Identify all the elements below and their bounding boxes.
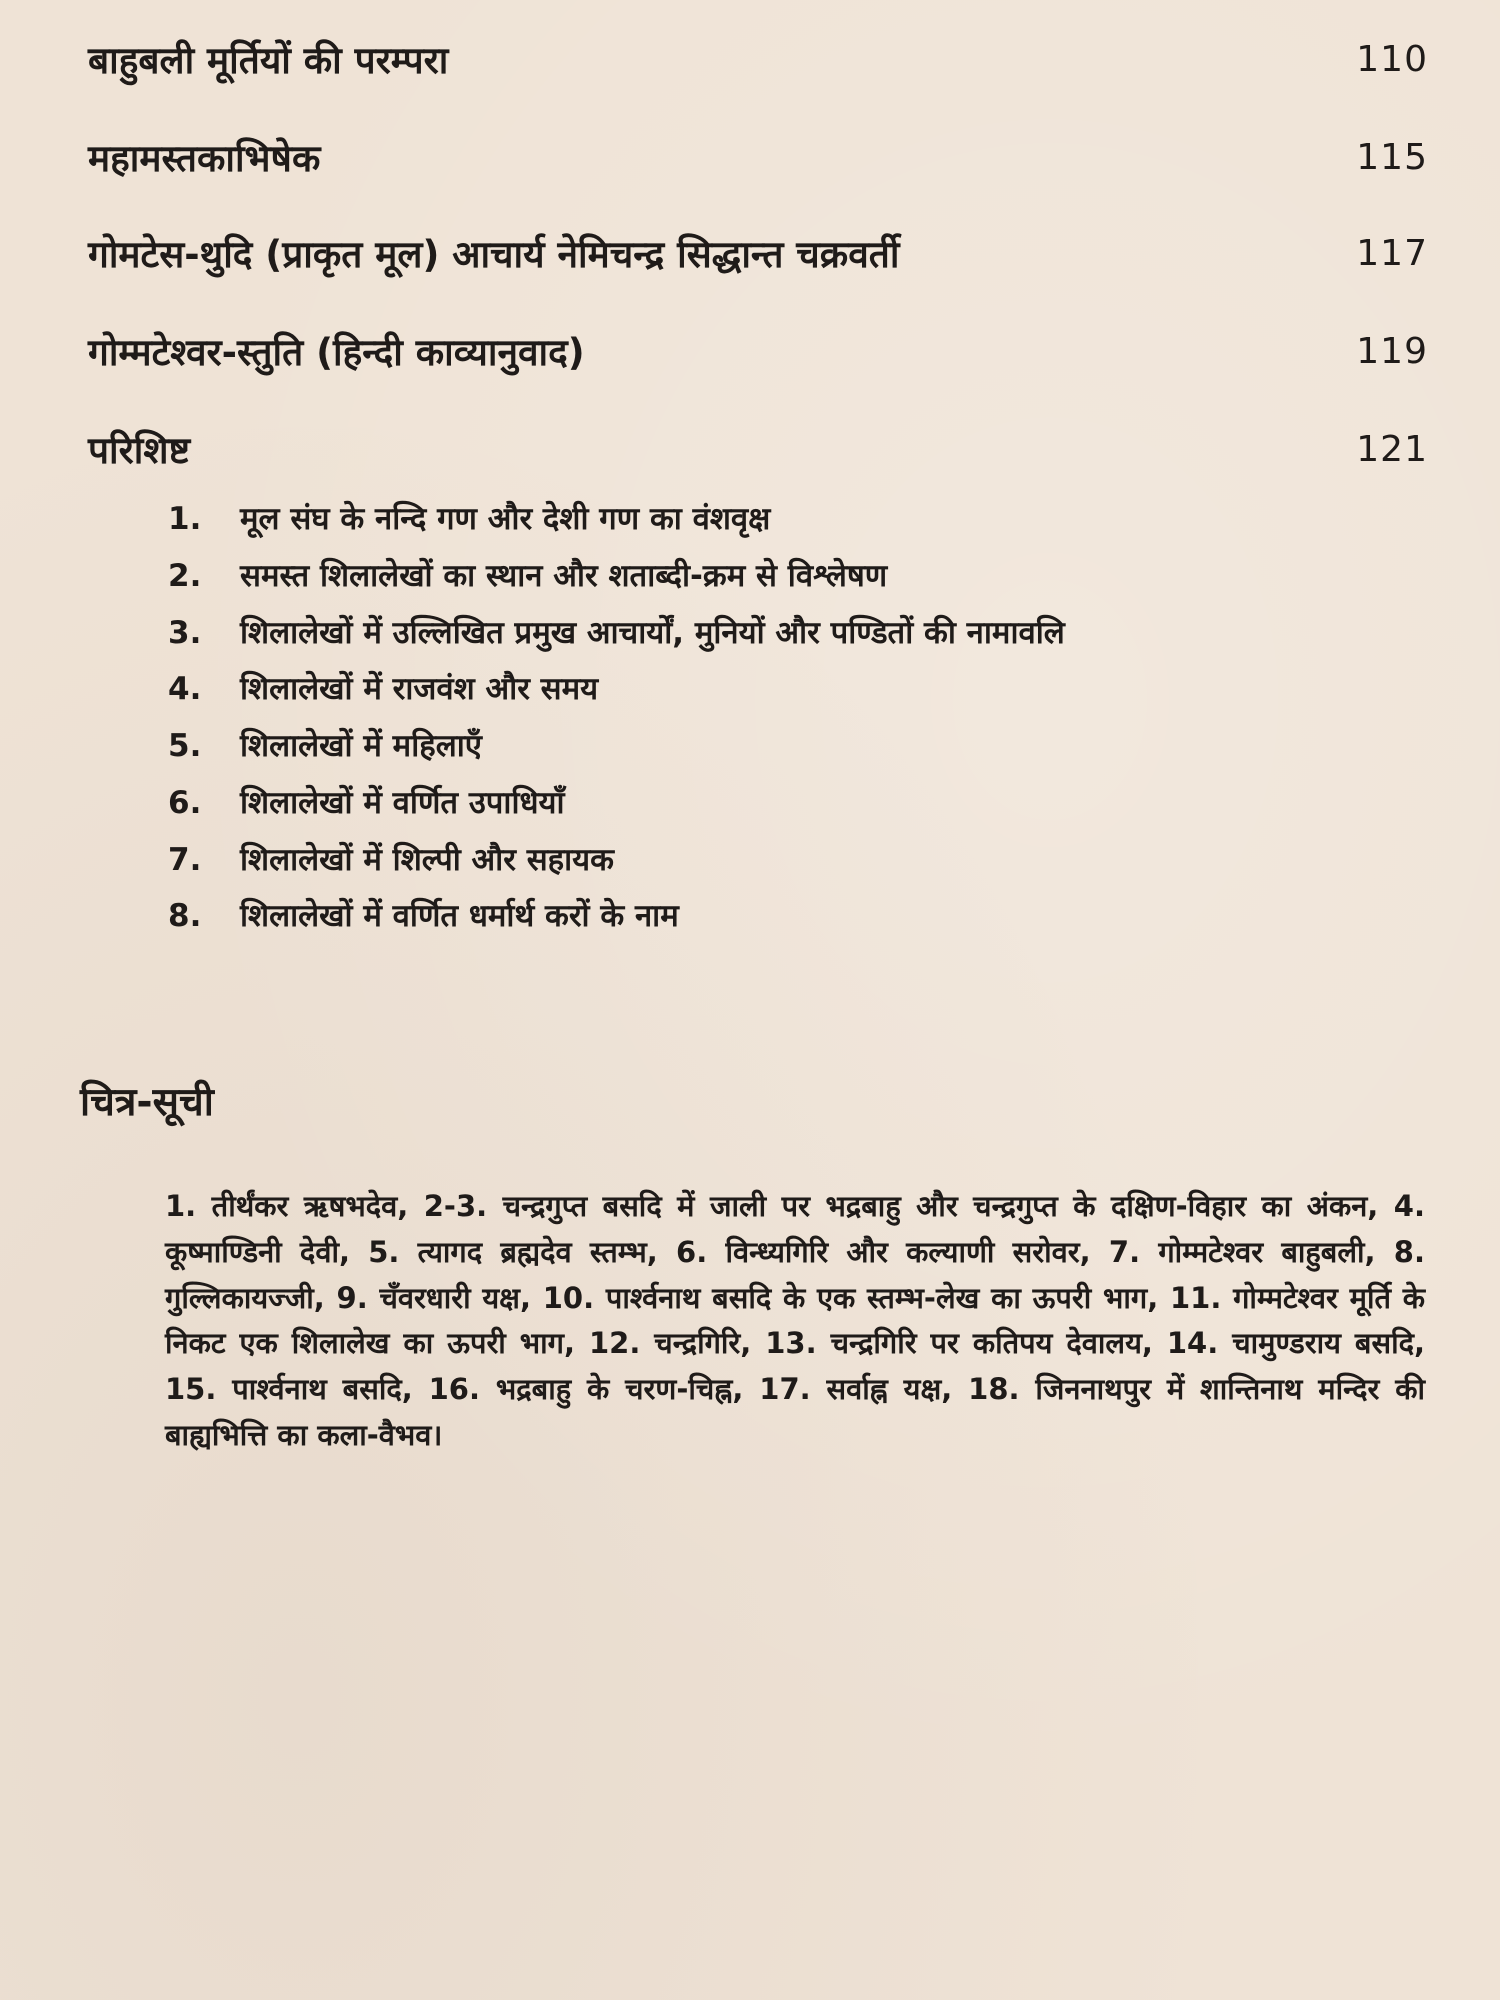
appendix-list — [168, 498, 1368, 952]
toc-entry-page-number: 121 — [1356, 429, 1428, 470]
appendix-item-number: 5. — [168, 728, 202, 765]
appendix-item-text: शिलालेखों में महिलाएँ — [240, 728, 482, 765]
toc-entry-title: बाहुबली मूर्तियों की परम्परा — [88, 38, 449, 82]
picture-list-heading: चित्र-सूची — [80, 1080, 214, 1125]
appendix-item-text: मूल संघ के नन्दि गण और देशी गण का वंशवृक्ष — [240, 501, 771, 537]
appendix-item-text: शिलालेखों में वर्णित धर्मार्थ करों के नाम — [240, 898, 679, 935]
appendix-item-number: 2. — [168, 557, 202, 594]
appendix-item — [168, 725, 1368, 768]
appendix-item — [168, 895, 1368, 938]
toc-entry-gommateshwar-stuti — [88, 322, 1428, 382]
toc-entry-page-number: 115 — [1356, 137, 1428, 178]
toc-entry-title: परिशिष्ट — [88, 428, 191, 472]
toc-entry-gomates-thudi — [88, 224, 1428, 284]
toc-entry-page-number: 119 — [1356, 331, 1428, 372]
appendix-item — [168, 498, 1368, 541]
appendix-item-text: समस्त शिलालेखों का स्थान और शताब्दी-क्रम से विश्लेषण — [240, 557, 888, 594]
appendix-item-text: शिलालेखों में वर्णित उपाधियाँ — [240, 784, 565, 821]
toc-entry-bahubali-murtiyan — [88, 30, 1428, 90]
appendix-item-number: 6. — [168, 784, 202, 821]
appendix-item-number: 4. — [168, 671, 202, 708]
appendix-item — [168, 668, 1368, 711]
appendix-item-number: 1. — [168, 501, 202, 537]
toc-entry-title: गोमटेस-थुदि (प्राकृत मूल) आचार्य नेमिचन्द्र सिद्धान्त चक्रवर्ती — [88, 232, 900, 276]
appendix-item-number: 8. — [168, 898, 202, 935]
appendix-item-number: 7. — [168, 841, 202, 878]
appendix-item-text: शिलालेखों में उल्लिखित प्रमुख आचार्यों, मुनियों और पण्डितों की नामावलि — [240, 614, 1065, 651]
toc-entry-page-number: 110 — [1356, 39, 1428, 80]
picture-list-paragraph: 1. तीर्थंकर ऋषभदेव, 2-3. चन्द्रगुप्त बसदि में जाली पर भद्रबाहु और चन्द्रगुप्त के दक्षिण-विहार का अंकन, 4. कूष्माण्डिनी देवी, 5. त्यागद ब्रह्मदेव स्तम्भ, 6. विन्ध्यगिरि और कल्याणी सरोवर, 7. गोम्मटेश्वर बाहुबली, 8. गुल्लिकायज्जी, 9. चँवरधारी यक्ष, 10. पार्श्वनाथ बसदि के एक स्तम्भ-लेख का ऊपरी भाग, 11. गोम्मटेश्वर मूर्ति के निकट एक शिलालेख का ऊपरी भाग, 12. चन्द्रगिरि, 13. चन्द्रगिरि पर कतिपय देवालय, 14. चामुण्डराय बसदि, 15. पार्श्वनाथ बसदि, 16. भद्रबाहु के चरण-चिह्न, 17. सर्वाह्न यक्ष, 18. जिननाथपुर में शान्तिनाथ मन्दिर की बाह्यभित्ति का कला-वैभव। — [165, 1189, 1425, 1453]
appendix-item — [168, 555, 1368, 598]
toc-entry-parishisht — [88, 420, 1428, 480]
appendix-item-number: 3. — [168, 614, 202, 651]
appendix-item — [168, 782, 1368, 825]
toc-entry-page-number: 117 — [1356, 233, 1428, 274]
toc-entry-title: गोम्मटेश्वर-स्तुति (हिन्दी काव्यानुवाद) — [88, 330, 585, 374]
appendix-item — [168, 839, 1368, 882]
appendix-item-text: शिलालेखों में राजवंश और समय — [240, 671, 599, 708]
toc-entry-title: महामस्तकाभिषेक — [88, 136, 321, 180]
appendix-item-text: शिलालेखों में शिल्पी और सहायक — [240, 841, 614, 878]
appendix-item — [168, 612, 1368, 655]
toc-entry-mahamastakabhishek — [88, 128, 1428, 188]
